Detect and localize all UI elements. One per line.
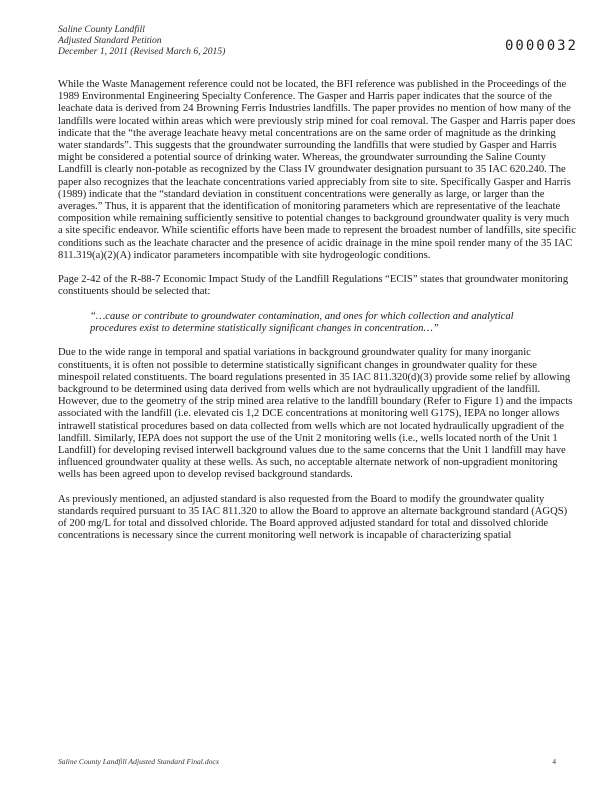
document-number: 0000032 — [504, 38, 578, 54]
header-line-1: Saline County Landfill — [58, 24, 145, 35]
block-quote: “…cause or contribute to groundwater contamination, and ones for which collection and analytical procedures exist to determine statistically significant changes in concentration…” — [90, 310, 514, 335]
document-footer — [58, 757, 556, 766]
document-body — [58, 79, 576, 555]
header-line-2: Adjusted Standard Petition — [58, 35, 162, 46]
paragraph-3: Due to the wide range in temporal and spatial variations in background groundwater quality for many inorganic constituents, it is often not possible to determine statistically significant changes in groundwater quality for these minespoil related constituents. The board regulations presented in 35 IAC 811.320(d)(3) provide some relief by allowing background to be determined using data derived from wells which are not hydraulically upgradient of the landfill. However, due to the geometry of the strip mined area relative to the landfill boundary (Refer to Figure 1) and the impacts associated with the landfill (i.e. elevated cis 1,2 DCE concentrations at monitoring well G17S), IEPA no longer allows intrawell statistical procedures based on data collected from wells which are not located hydraulically upgradient of the landfill. Similarly, IEPA does not support the use of the Unit 2 monitoring wells (i.e., wells located north of the Unit 1 Landfill) for developing revised interwell background values due to the same concerns that the Unit 1 landfill may have influenced groundwater quality at these wells. As such, no acceptable alternate network of non-upgradient monitoring wells has been agreed upon to develop revised background standards. — [58, 347, 573, 481]
page-number: 4 — [552, 757, 556, 766]
paragraph-1: While the Waste Management reference could not be located, the BFI reference was published in the Proceedings of the 1989 Environmental Engineering Specialty Conference. The Gasper and Harris paper indicates that the source of the leachate data is derived from 24 Browning Ferris Industries landfills. The paper provides no mention of how many of the landfills were located within areas which were previously strip mined for coal removal. The Gasper and Harris paper does indicate that the “the average leachate heavy metal concentrations are on the same order of magnitude as the drinking water standards”. This suggests that the groundwater surrounding the landfills that were studied by Gasper and Harris might be considered a potential source of drinking water. Whereas, the groundwater surrounding the Saline County Landfill is clearly non-potable as recognized by the Class IV groundwater designation pursuant to 35 IAC 620.240. The paper also recognizes that the leachate concentrations varied appreciably from site to site. Specifically Gasper and Harris (1989) indicate that the “standard deviation in constituent concentrations were generally as large, or larger than the averages.” Thus, it is apparent that the identification of monitoring parameters which are representative of the leachate composition while remaining sufficiently sensitive to potential changes to background groundwater quality is very much a site specific endeavor. While scientific efforts have been made to represent the broadest number of landfills, site specific conditions such as the leachate character and the presence of acidic drainage in the mine spoil render many of the 35 IAC 811.319(a)(2)(A) indicator parameters incompatible with site hydrogeologic conditions. — [58, 79, 576, 261]
document-header — [58, 24, 225, 57]
header-line-3: December 1, 2011 (Revised March 6, 2015) — [58, 46, 226, 57]
footer-filename: Saline County Landfill Adjusted Standard Final.docx — [58, 757, 220, 766]
paragraph-4: As previously mentioned, an adjusted standard is also requested from the Board to modify the groundwater quality standards required pursuant to 35 IAC 811.320 to allow the Board to approve an alternate background standard (AGQS) of 200 mg/L for total and dissolved chloride. The Board approved adjusted standard for total and dissolved chloride concentrations is necessary since the current monitoring well network is incapable of characterizing spatial — [58, 493, 568, 542]
paragraph-2: Page 2-42 of the R-88-7 Economic Impact Study of the Landfill Regulations “ECIS” states that groundwater monitoring constituents should be selected that: — [58, 274, 569, 298]
